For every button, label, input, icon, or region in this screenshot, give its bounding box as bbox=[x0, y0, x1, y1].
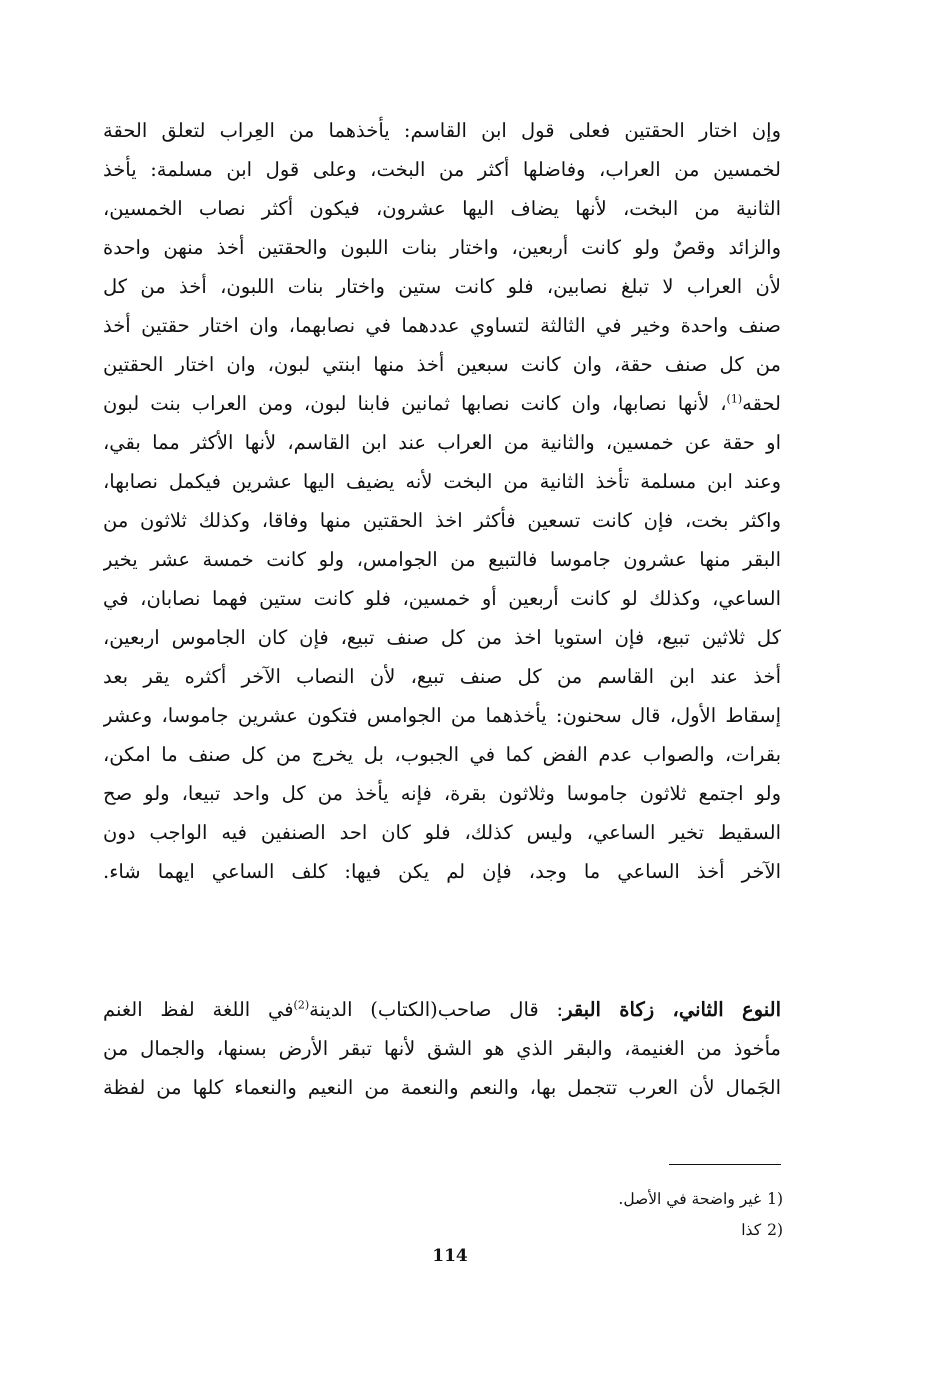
footnote-2 bbox=[400, 1215, 783, 1246]
page-number: 114 bbox=[432, 1246, 468, 1266]
text-line: بقرات، والصواب عدم الفض كما في الجبوب، بل يخرج من كل صنف ما امكن، bbox=[103, 743, 781, 766]
text-line: واكثر بخت، فإن كانت تسعين فأكثر اخذ الحقتين منها وفاقا، وكذلك ثلاثون من bbox=[103, 509, 781, 532]
text-line: وعند ابن مسلمة تأخذ الثانية من البخت لأنه يضيف اليها عشرين فيكمل نصابها، bbox=[103, 470, 781, 493]
text-line: البقر منها عشرون جاموسا فالتبيع من الجوامس، ولو كانت خمسة عشر يخير bbox=[103, 548, 781, 571]
text-line bbox=[103, 990, 781, 1029]
text-line: ولو اجتمع ثلاثون جاموسا وثلاثون بقرة، فإنه يأخذ من كل واحد تبيعا، ولو صح bbox=[103, 782, 781, 805]
text-line: لخمسين من العراب، وفاضلها أكثر من البخت، وعلى قول ابن مسلمة: يأخذ bbox=[103, 158, 781, 181]
text-line bbox=[103, 384, 781, 423]
text-line: السقيط تخير الساعي، وليس كذلك، فلو كان احد الصنفين فيه الواجب دون bbox=[103, 821, 781, 844]
text-line: صنف واحدة وخير في الثالثة لتساوي عددهما في نصابهما، وان اختار حقتين أخذ bbox=[103, 314, 781, 337]
text-segment: في اللغة لفظ الغنم bbox=[103, 998, 294, 1021]
footnotes bbox=[400, 1184, 783, 1246]
footnote-ref-1: (1) bbox=[726, 392, 743, 406]
footnote-text: غير واضحة في الأصل. bbox=[618, 1190, 762, 1208]
footnote-ref-2: (2) bbox=[293, 998, 310, 1012]
text-segment: : قال صاحب(الكتاب) الدينة bbox=[309, 998, 564, 1021]
text-line: أخذ عند ابن القاسم من كل صنف تبيع، لأن النصاب الآخر أكثره يقر بعد bbox=[103, 665, 781, 688]
footnote-separator bbox=[669, 1164, 781, 1165]
text-line: الثانية من البخت، لأنها يضاف اليها عشرون، فيكون أكثر نصاب الخمسين، bbox=[103, 197, 781, 220]
text-line: مأخوذ من الغنيمة، والبقر الذي هو الشق لأنها تبقر الأرض بسنها، والجمال من bbox=[103, 1037, 781, 1060]
text-line bbox=[103, 891, 781, 930]
paragraph-1 bbox=[103, 111, 781, 930]
footnote-number: 1) bbox=[767, 1190, 783, 1208]
text-line: من كل صنف حقة، وان كانت سبعين أخذ منها ابنتي لبون، وان اختار الحقتين bbox=[103, 353, 781, 376]
text-line: لأن العراب لا تبلغ نصابين، فلو كانت ستين واختار بنات اللبون، أخذ من كل bbox=[103, 275, 781, 298]
paragraph-2 bbox=[103, 990, 781, 1107]
text-line: الساعي، وكذلك لو كانت أربعين أو خمسين، فلو كانت ستين فهما نصابان، في bbox=[103, 587, 781, 610]
text-segment: ، لأنها نصابها، وان كانت نصابها ثمانين فابنا لبون، ومن العراب بنت لبون bbox=[103, 392, 727, 415]
text-line: وإن اختار الحقتين فعلى قول ابن القاسم: يأخذهما من العِراب لتعلق الحقة bbox=[103, 119, 781, 142]
text-line: كل ثلاثين تبيع، فإن استويا اخذ من كل صنف تبيع، فإن كان الجاموس اربعين، bbox=[103, 626, 781, 649]
text-line: إسقاط الأول، قال سحنون: يأخذهما من الجوامس فتكون عشرين جاموسا، وعشر bbox=[103, 704, 781, 727]
text-line: والزائد وقصٌ ولو كانت أربعين، واختار بنات اللبون والحقتين أخذ منهن واحدة bbox=[103, 236, 781, 259]
text-line: او حقة عن خمسين، والثانية من العراب عند ابن القاسم، لأنها الأكثر مما بقي، bbox=[103, 431, 781, 454]
text-segment: لحقه bbox=[742, 392, 781, 415]
text-line: الجَمال لأن العرب تتجمل بها، والنعم والنعمة من النعيم والنعماء كلها من لفظة bbox=[103, 1076, 781, 1099]
footnote-text: كذا bbox=[741, 1221, 762, 1239]
footnote-number: 2) bbox=[767, 1221, 783, 1239]
section-heading: النوع الثاني، زكاة البقر bbox=[563, 998, 781, 1021]
text-line: الآخر أخذ الساعي ما وجد، فإن لم يكن فيها: كلف الساعي ايهما شاء. bbox=[103, 860, 781, 883]
footnote-1 bbox=[400, 1184, 783, 1215]
